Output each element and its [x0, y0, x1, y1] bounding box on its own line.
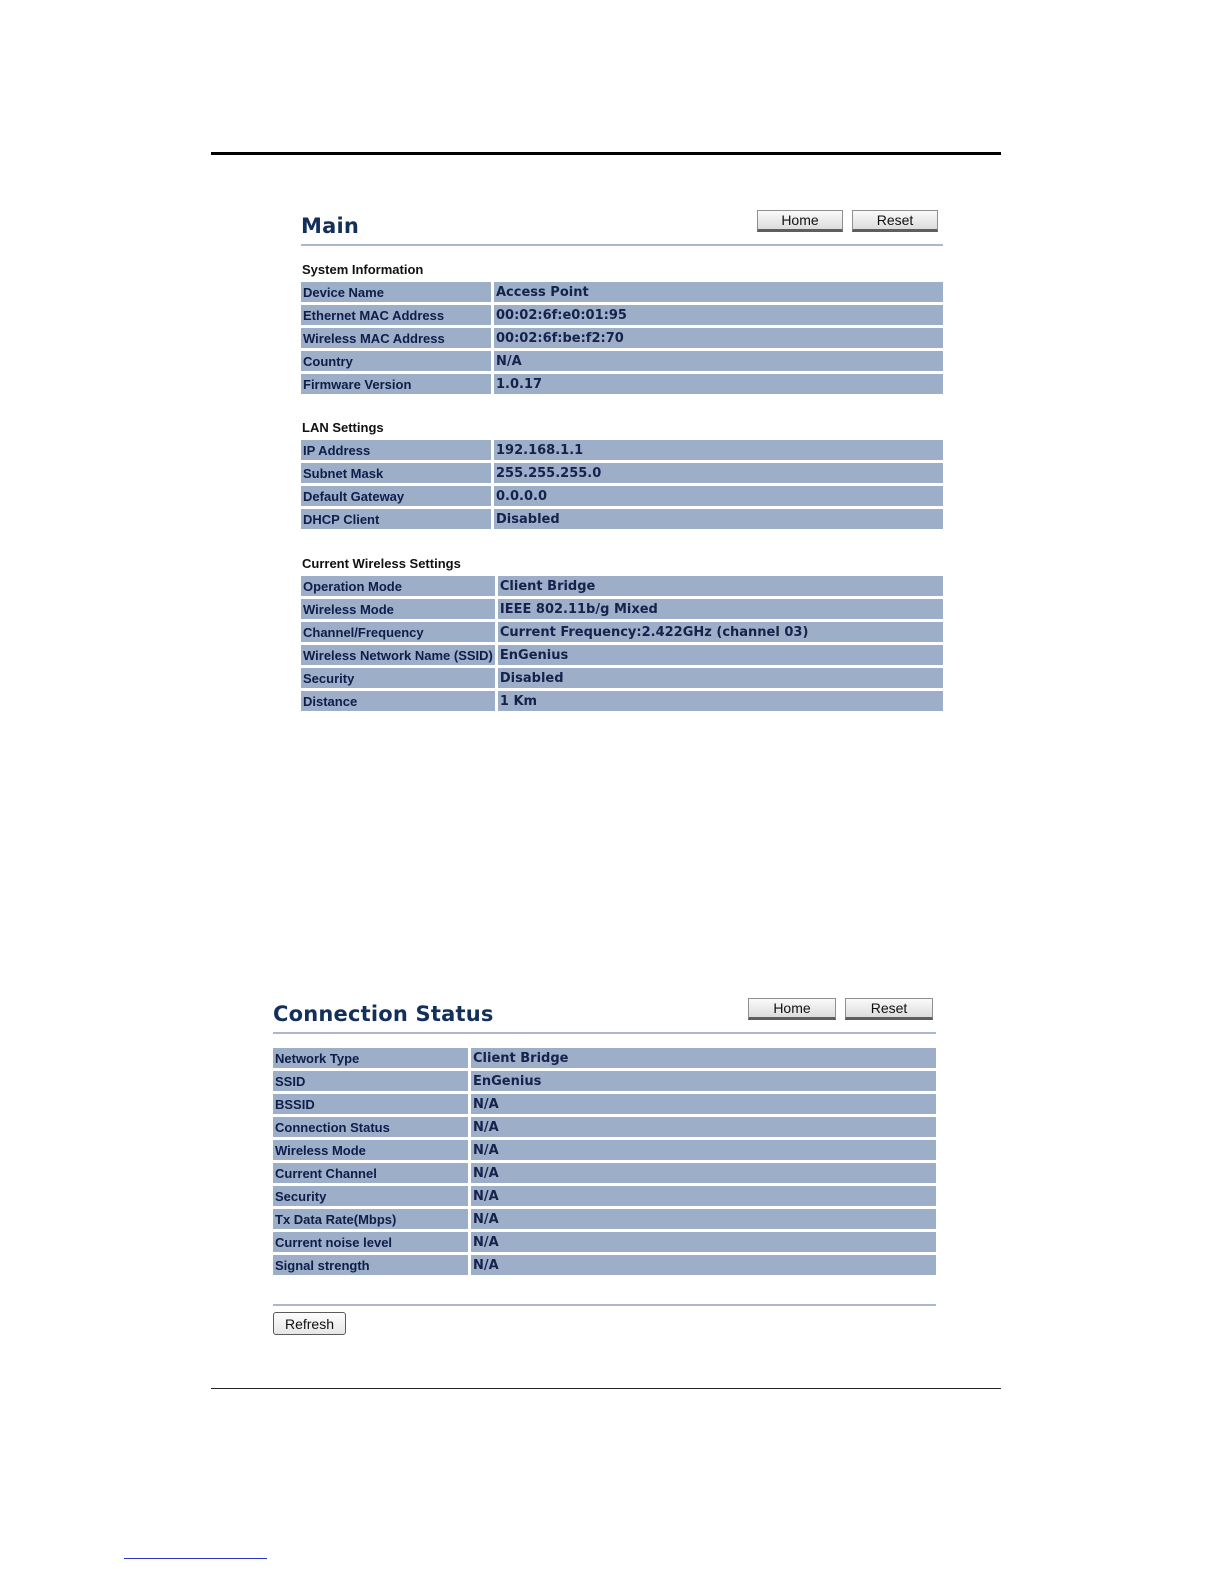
row-value: 00:02:6f:e0:01:95: [494, 305, 943, 325]
row-value: 255.255.255.0: [494, 463, 943, 483]
connection-status-panel: [273, 993, 936, 1338]
row-label: Current noise level: [273, 1232, 471, 1252]
row-value: N/A: [471, 1140, 936, 1160]
connection-status-table: [273, 1045, 936, 1278]
row-label: Security: [273, 1186, 471, 1206]
table-row: [301, 486, 943, 506]
row-label: Connection Status: [273, 1117, 471, 1137]
table-row: [273, 1117, 936, 1137]
row-value: N/A: [471, 1209, 936, 1229]
row-value: Client Bridge: [471, 1048, 936, 1068]
table-row: [301, 645, 943, 665]
row-label: Country: [301, 351, 494, 371]
row-value: EnGenius: [498, 645, 943, 665]
row-value: 1.0.17: [494, 374, 943, 394]
section-label-lan-settings: LAN Settings: [302, 420, 384, 435]
table-row: [301, 351, 943, 371]
row-label: Wireless Network Name (SSID): [301, 645, 498, 665]
row-label: Device Name: [301, 282, 494, 302]
page-bottom-rule: [211, 1388, 1001, 1389]
page-top-rule: [211, 152, 1001, 155]
row-value: 1 Km: [498, 691, 943, 711]
row-value: Client Bridge: [498, 576, 943, 596]
row-label: Distance: [301, 691, 498, 711]
table-row: [273, 1071, 936, 1091]
row-label: Tx Data Rate(Mbps): [273, 1209, 471, 1229]
row-label: Wireless Mode: [273, 1140, 471, 1160]
row-label: Current Channel: [273, 1163, 471, 1183]
row-value: 0.0.0.0: [494, 486, 943, 506]
row-value: N/A: [494, 351, 943, 371]
footer-link-underline[interactable]: [124, 1558, 267, 1559]
reset-button[interactable]: Reset: [852, 210, 938, 232]
row-value: Access Point: [494, 282, 943, 302]
connection-status-title: Connection Status: [273, 1002, 494, 1026]
row-label: SSID: [273, 1071, 471, 1091]
row-value: N/A: [471, 1232, 936, 1252]
title-divider: [301, 244, 943, 246]
row-label: IP Address: [301, 440, 494, 460]
table-row: [273, 1094, 936, 1114]
row-value: Disabled: [498, 668, 943, 688]
row-label: Subnet Mask: [301, 463, 494, 483]
row-value: N/A: [471, 1094, 936, 1114]
row-value: N/A: [471, 1117, 936, 1137]
reset-button[interactable]: Reset: [845, 998, 933, 1020]
table-row: [273, 1255, 936, 1275]
row-label: DHCP Client: [301, 509, 494, 529]
table-row: [301, 305, 943, 325]
table-row: [273, 1232, 936, 1252]
row-value: IEEE 802.11b/g Mixed: [498, 599, 943, 619]
table-row: [273, 1209, 936, 1229]
row-value: EnGenius: [471, 1071, 936, 1091]
row-label: Operation Mode: [301, 576, 498, 596]
table-row: [301, 463, 943, 483]
system-information-table: [301, 279, 943, 397]
table-row: [273, 1163, 936, 1183]
row-label: Firmware Version: [301, 374, 494, 394]
page-title: Main: [301, 214, 360, 238]
row-label: Signal strength: [273, 1255, 471, 1275]
row-label: Wireless Mode: [301, 599, 498, 619]
row-value: N/A: [471, 1186, 936, 1206]
row-label: Wireless MAC Address: [301, 328, 494, 348]
row-value: Disabled: [494, 509, 943, 529]
row-label: Channel/Frequency: [301, 622, 498, 642]
table-row: [301, 576, 943, 596]
row-value: Current Frequency:2.422GHz (channel 03): [498, 622, 943, 642]
table-row: [301, 691, 943, 711]
table-row: [301, 622, 943, 642]
table-row: [273, 1186, 936, 1206]
table-row: [301, 440, 943, 460]
table-row: [301, 374, 943, 394]
title-divider: [273, 1032, 936, 1034]
table-row: [301, 328, 943, 348]
row-label: Security: [301, 668, 498, 688]
section-label-current-wireless-settings: Current Wireless Settings: [302, 556, 461, 571]
row-value: N/A: [471, 1255, 936, 1275]
home-button[interactable]: Home: [757, 210, 843, 232]
lan-settings-table: [301, 437, 943, 532]
table-row: [301, 668, 943, 688]
wireless-settings-table: [301, 573, 943, 714]
home-button[interactable]: Home: [748, 998, 836, 1020]
row-value: N/A: [471, 1163, 936, 1183]
row-label: Default Gateway: [301, 486, 494, 506]
section-label-system-information: System Information: [302, 262, 424, 277]
table-row: [273, 1048, 936, 1068]
row-label: Network Type: [273, 1048, 471, 1068]
table-row: [301, 509, 943, 529]
row-label: BSSID: [273, 1094, 471, 1114]
row-label: Ethernet MAC Address: [301, 305, 494, 325]
table-footer-divider: [273, 1304, 936, 1306]
table-row: [273, 1140, 936, 1160]
row-value: 192.168.1.1: [494, 440, 943, 460]
refresh-button[interactable]: Refresh: [273, 1312, 346, 1335]
row-value: 00:02:6f:be:f2:70: [494, 328, 943, 348]
main-panel: [301, 205, 943, 715]
table-row: [301, 599, 943, 619]
table-row: [301, 282, 943, 302]
